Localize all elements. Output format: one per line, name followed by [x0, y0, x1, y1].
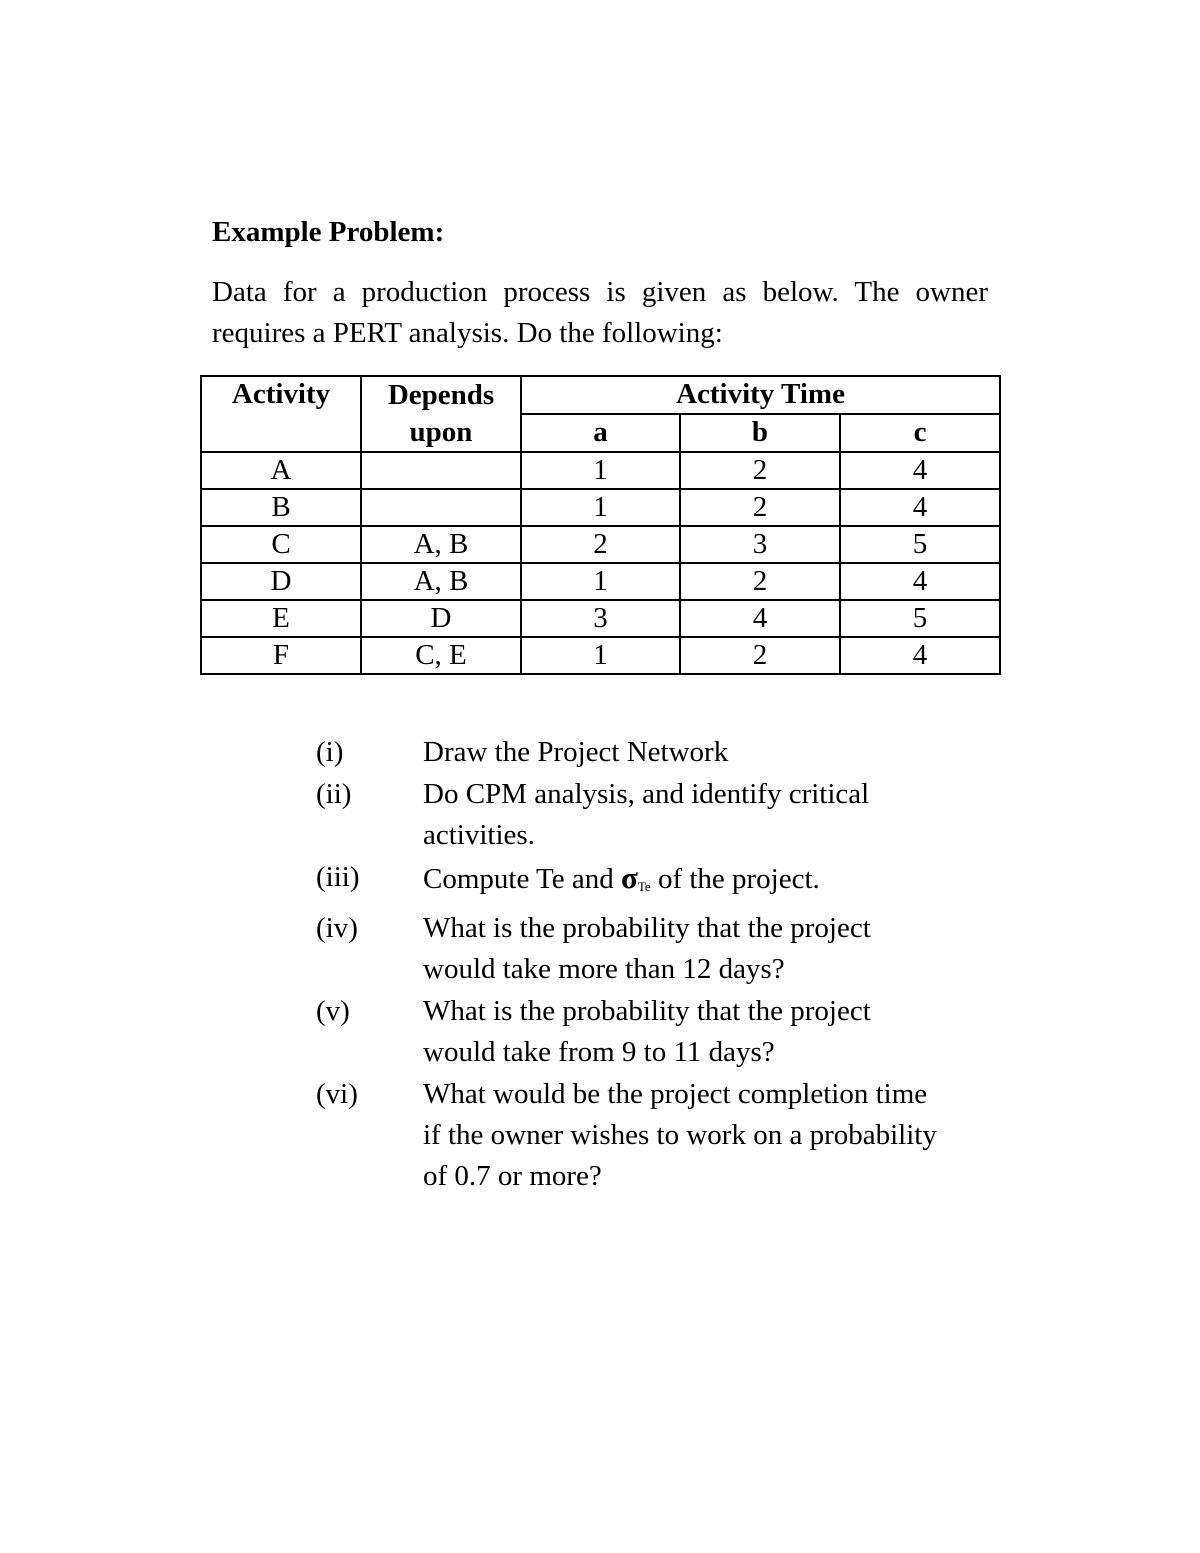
question-list	[316, 732, 996, 1198]
cell-depends: D	[361, 600, 521, 637]
cell-b: 2	[680, 563, 840, 600]
question-text	[423, 908, 996, 990]
question-text	[423, 1074, 996, 1197]
header-depends-line-1: Depends	[387, 379, 495, 411]
question-item	[316, 857, 996, 907]
question-number: (iv)	[316, 912, 358, 944]
sigma-subscript: Te	[637, 879, 651, 894]
question-number: (v)	[316, 995, 350, 1027]
cell-activity: D	[201, 563, 361, 600]
header-c: c	[840, 414, 1000, 452]
header-activity: Activity	[201, 376, 361, 452]
question-line: would take more than 12 days?	[423, 953, 785, 985]
question-line: activities.	[423, 819, 535, 851]
question-line: would take from 9 to 11 days?	[423, 1036, 775, 1068]
question-text	[423, 732, 996, 773]
question-line: if the owner wishes to work on a probability	[423, 1119, 937, 1151]
cell-b: 2	[680, 637, 840, 674]
header-depends-line-2: upon	[409, 416, 473, 448]
cell-depends	[361, 452, 521, 489]
question-item	[316, 732, 996, 773]
question-item	[316, 1074, 996, 1197]
question-number: (vi)	[316, 1078, 358, 1110]
cell-depends: C, E	[361, 637, 521, 674]
table-row	[201, 489, 1000, 526]
question-number: (ii)	[316, 778, 352, 810]
cell-a: 1	[521, 489, 680, 526]
header-depends-upon	[361, 376, 521, 452]
cell-b: 2	[680, 452, 840, 489]
cell-b: 3	[680, 526, 840, 563]
cell-activity: E	[201, 600, 361, 637]
intro-line-1: Data for a production process is given as below. The owner	[212, 276, 988, 308]
table-row	[201, 600, 1000, 637]
cell-activity: C	[201, 526, 361, 563]
cell-a: 1	[521, 452, 680, 489]
sigma-symbol: σ	[621, 860, 638, 895]
intro-line-2: requires a PERT analysis. Do the following:	[212, 317, 723, 349]
question-line: What is the probability that the project	[423, 995, 871, 1027]
question-text-before: Compute Te and	[423, 863, 621, 895]
header-activity-time: Activity Time	[521, 376, 1000, 414]
cell-c: 5	[840, 600, 1000, 637]
question-text	[423, 774, 996, 856]
cell-depends	[361, 489, 521, 526]
question-text-after: of the project.	[650, 863, 820, 895]
cell-a: 2	[521, 526, 680, 563]
cell-b: 2	[680, 489, 840, 526]
cell-c: 4	[840, 489, 1000, 526]
cell-c: 5	[840, 526, 1000, 563]
cell-a: 3	[521, 600, 680, 637]
question-item	[316, 991, 996, 1073]
cell-b: 4	[680, 600, 840, 637]
question-text	[423, 857, 996, 907]
table-row	[201, 563, 1000, 600]
cell-depends: A, B	[361, 526, 521, 563]
cell-c: 4	[840, 452, 1000, 489]
question-number: (i)	[316, 736, 344, 768]
cell-c: 4	[840, 563, 1000, 600]
cell-c: 4	[840, 637, 1000, 674]
question-text	[423, 991, 996, 1073]
cell-activity: A	[201, 452, 361, 489]
table-row	[201, 526, 1000, 563]
activity-table	[200, 375, 1001, 675]
header-a: a	[521, 414, 680, 452]
question-item	[316, 908, 996, 990]
question-line: of 0.7 or more?	[423, 1160, 602, 1192]
cell-a: 1	[521, 563, 680, 600]
question-line: What is the probability that the project	[423, 912, 871, 944]
question-line: Draw the Project Network	[423, 736, 729, 768]
table-row	[201, 637, 1000, 674]
header-b: b	[680, 414, 840, 452]
cell-a: 1	[521, 637, 680, 674]
example-problem-heading: Example Problem:	[212, 216, 445, 248]
cell-activity: B	[201, 489, 361, 526]
cell-depends: A, B	[361, 563, 521, 600]
question-line: What would be the project completion time	[423, 1078, 928, 1110]
question-number: (iii)	[316, 861, 360, 893]
cell-activity: F	[201, 637, 361, 674]
table-row	[201, 452, 1000, 489]
question-item	[316, 774, 996, 856]
problem-intro	[212, 272, 988, 354]
question-line: Do CPM analysis, and identify critical	[423, 778, 870, 810]
